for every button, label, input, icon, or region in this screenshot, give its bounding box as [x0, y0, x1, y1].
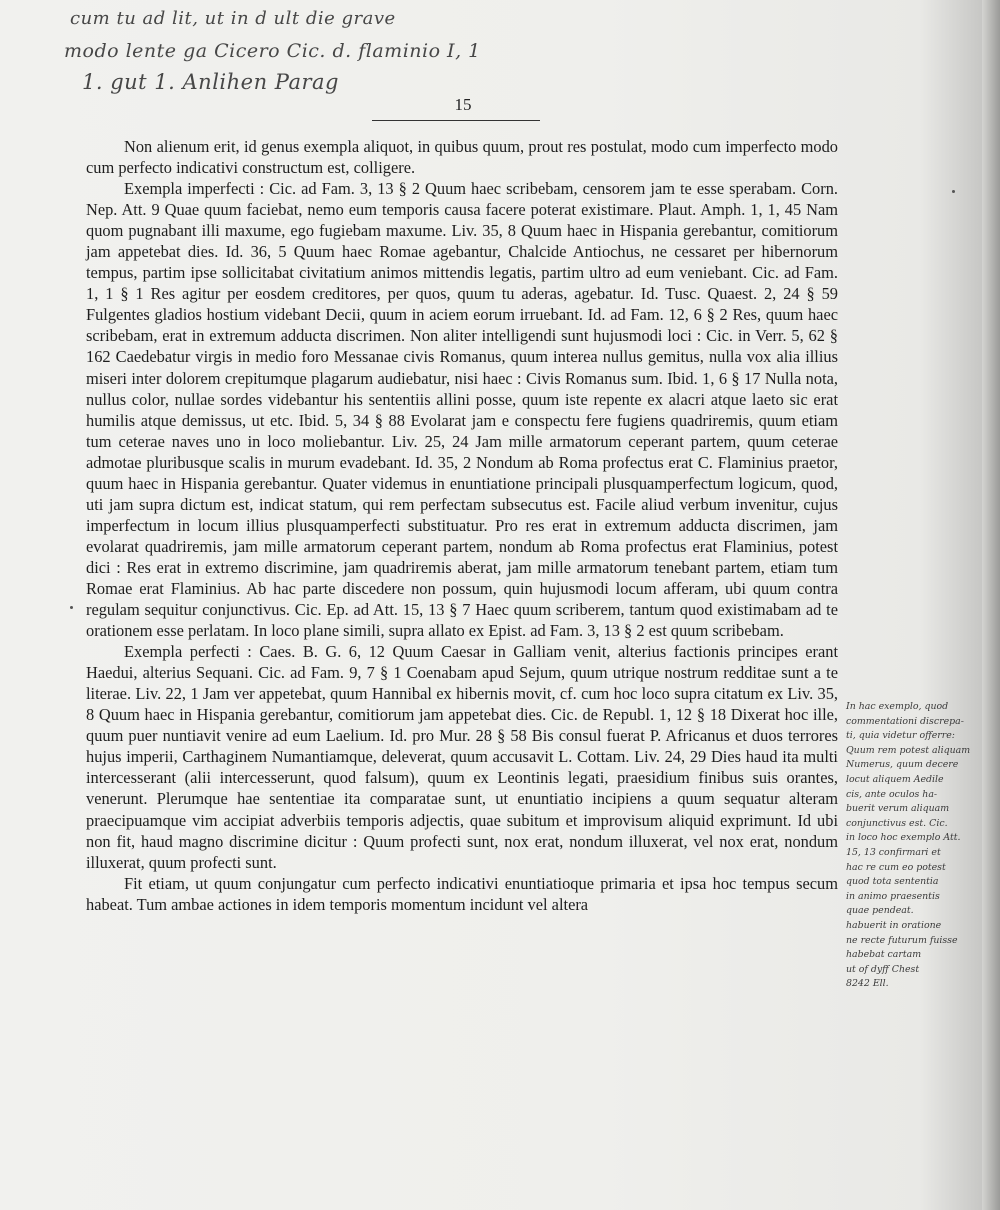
- handwritten-header-line: cum tu ad lit, ut in d ult die grave: [70, 8, 396, 29]
- margin-note-line: locut aliquem Aedile: [846, 773, 944, 785]
- ink-speck: [952, 190, 955, 193]
- page-number: 15: [454, 95, 472, 114]
- margin-note-line: ut of dyff Chest: [846, 963, 920, 975]
- margin-note-line: Numerus, quum decere: [846, 759, 959, 771]
- paragraph: Exempla imperfecti : Cic. ad Fam. 3, 13 § 2 Quum haec scribebam, censorem jam te esse sperabam. Corn. Nep. Att. 9 Quae quum faciebat, nemo eum temporis causa facere poterat existimare. Plaut. Amph. 1, 1, 45 Nam quom pugnabant illi maxume, ego fugiebam maxume. Liv. 35, 8 Quum haec in Hispania gerebantur, comitiorum jam appetebat dies. Id. 36, 5 Quum haec Romae agebantur, Chalcide Antiochus, ne cessaret per hibernorum tempus, partim ipse sollicitabat civitatium animos mittendis legatis, partim ultro ad eum veniebant. Cic. ad Fam. 1, 1 § 1 Res agitur per eosdem creditores, per quos, quum tu aderas, agebatur. Id. Tusc. Quaest. 2, 24 § 59 Fulgentes gladios hostium videbant Decii, quum in aciem eorum irruebant. Id. ad Fam. 12, 6 § 2 Res, quum haec scribebam, erat in extremum adducta discrimen. Non aliter intelligendi sunt hujusmodi loci : Cic. in Verr. 5, 62 § 162 Caedebatur virgis in medio foro Messanae civis Romanus, quum interea nullus gemitus, nulla vox alia illius miseri inter dolorem crepitumque plagarum audiebatur, nisi haec : Civis Romanus sum. Ibid. 1, 6 § 17 Nulla nota, nullus color, nullae sordes videbantur his sententiis allini posse, quum iste repente ex alacri atque laeto sic erat humilis atque demissus, ut etc. Ibid. 5, 34 § 88 Evolarat jam e conspectu fere fugiens quadriremis, quum etiam tum ceterae naves uno in loco moliebantur. Liv. 25, 24 Jam mille armatorum ceperant partem, quum ceterae admotae pluribusque scalis in murum evadebant. Id. 35, 2 Nondum ab Roma profectus erat C. Flaminius praetor, quum haec in Hispania gerebantur. Quater videmus in enuntiatione principali plusquamperfectum logicum, quod, uti jam supra dictum est, indicat statum, qui rem perfectam subsecutus est. Facile aliud verbum invenitur, cujus imperfectum in locum illius plusquamperfecti substituatur. Pro res erat in extremum adducta discrimen, jam evolarat quadriremis, jam mille armatorum ceperant partem, nondum ab Roma profectus erat Flaminius, potest dici : Res erat in extremo discrimine, jam quadriremis aberat, jam mille armatorum tenebant partem, etiam tum Romae erat Flaminius. Ab hac parte discedere non possum, quin hujusmodi locum afferam, ubi quum contra regulam sequitur conjunctivus. Cic. Ep. ad Att. 15, 13 § 7 Haec quum scriberem, tantum quod existimabam ad te orationem esse perlatam. In loco plane simili, supra allato ex Epist. ad Fam. 3, 13 § 2 est quum scribebam.: [86, 179, 838, 641]
- ink-speck: [70, 606, 73, 609]
- margin-note-line: commentationi discrepa-: [846, 715, 964, 727]
- handwritten-margin-note: [846, 700, 986, 992]
- margin-note-line: Quum rem potest aliquam: [846, 744, 971, 756]
- paragraph: Exempla perfecti : Caes. B. G. 6, 12 Quum Caesar in Galliam venit, alterius factionis principes erant Haedui, alterius Sequani. Cic. ad Fam. 9, 7 § 1 Coenabam apud Sejum, quum utrique nostrum redditae sunt a te literae. Liv. 22, 1 Jam ver appetebat, quum Hannibal ex hibernis movit, cf. cum hoc loco supra citatum ex Liv. 35, 8 Quum haec in Hispania gerebantur, comitiorum jam appetebat dies. Cic. de Republ. 1, 12 § 18 Dixerat hoc ille, quum puer nuntiavit venire ad eum Laelium. Id. pro Mur. 28 § 58 Bis consul fuerat P. Africanus et duos terrores hujus imperii, Carthaginem Numantiamque, deleverat, quum accusavit L. Cottam. Liv. 24, 29 Dies haud ita multi intercesserant (alii intercesserunt, quod falsum), quum ex Leontinis legati, praesidium finibus suis orantes, venerunt. Plerumque hae sententiae ita comparatae sunt, ut enuntiatio incipiens a quum sequatur alteram praecipuamque vim accipiat adverbiis temporis adjectis, quae subitum et improvisum aliquid exprimunt. Id ubi non fit, haud magno discrimine dicitur : Quum profecti sunt, nox erat, nondum illuxerat, vel nox erat, nondum illuxerat, quum profecti sunt.: [86, 642, 838, 872]
- margin-note-line: ne recte futurum fuisse: [846, 934, 958, 946]
- margin-note-line: quod tota sententia: [846, 876, 939, 888]
- margin-note-line: habuerit in oratione: [846, 919, 942, 931]
- margin-note-line: habebat cartam: [846, 949, 922, 961]
- margin-note-line: in animo praesentis: [846, 890, 940, 902]
- margin-note-line: conjunctivus est. Cic.: [846, 817, 948, 829]
- margin-note-line: in loco hoc exemplo Att.: [846, 832, 961, 844]
- paragraph: Fit etiam, ut quum conjungatur cum perfecto indicativi enuntiatioque primaria et ipsa hoc tempus secum habeat. Tum ambae actiones in idem temporis momentum incidunt vel altera: [86, 873, 838, 914]
- margin-note-line: hac re cum eo potest: [846, 861, 946, 873]
- margin-note-line: In hac exemplo, quod: [846, 701, 949, 712]
- margin-note-line: 8242 Ell.: [846, 978, 889, 990]
- margin-note-line: cis, ante oculos ha-: [846, 788, 938, 800]
- handwritten-header-line: 1. gut 1. Anlihen Parag: [82, 70, 339, 94]
- handwritten-header-line: modo lente ga Cicero Cic. d. flaminio I, 1: [64, 40, 481, 62]
- paragraph: Non alienum erit, id genus exempla aliquot, in quibus quum, prout res postulat, modo cum imperfecto modo cum perfecto indicativi constructum est, colligere.: [86, 137, 838, 178]
- margin-note-line: ti, quia videtur offerre:: [846, 730, 955, 742]
- margin-note-line: buerit verum aliquam: [846, 803, 950, 815]
- margin-note-line: quae pendeat.: [846, 905, 914, 917]
- header-rule: [372, 120, 540, 121]
- body-text: [86, 136, 838, 915]
- page-edge-shadow: [982, 0, 1000, 1210]
- margin-note-line: 15, 13 confirmari et: [846, 846, 941, 858]
